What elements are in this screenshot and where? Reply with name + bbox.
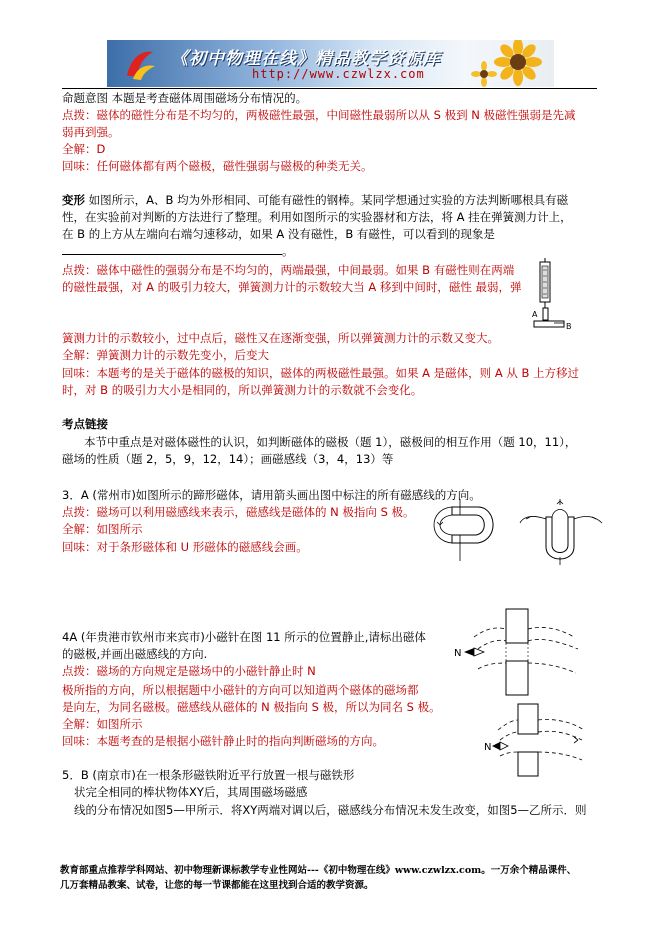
compass-magnet-figure-1 [448,607,588,697]
fig-label-a: A [532,310,538,319]
q5-line-2: 状完全相同的棒状物体XY后，其周围磁场磁感 [74,785,308,799]
variant-line-3: 在 B 的上方从左端向右端匀速移动，如果 A 没有磁性，B 有磁性，可以看到的现象是 [62,227,495,241]
q4-review: 回味：本题考查的是根据小磁针静止时的指向判断磁场的方向。 [62,734,384,748]
site-logo-icon [123,46,157,82]
site-title: 《初中物理在线》精品教学资源库 [171,49,441,69]
spring-balance-figure [528,258,580,334]
site-url[interactable]: http://www.czwlzx.com [252,67,425,81]
q4-hint-2: 极所指的方向，所以根据题中小磁针的方向可以知道两个磁体的磁场都 [62,683,419,697]
variant-hint-3: 簧测力计的示数较小，过中点后，磁性又在逐渐变强，所以弹簧测力计的示数又变大。 [62,331,499,345]
intent-line: 命题意图 本题是考查磁体周围磁场分布情况的。 [62,91,308,105]
variant-line-1: 变形 如图所示，A、B 均为外形相同、可能有磁性的钢棒。某同学想通过实验的方法判断哪根具有磁 [62,193,569,207]
fig-label-b: B [566,322,572,331]
variant-hint-1: 点拨：磁体中磁性的强弱分布是不均匀的，两端最强，中间最弱。如果 B 有磁性则在两端 [62,263,515,277]
hint-line-2: 弱再到强。 [62,125,120,139]
hint-line-1: 点拨：磁体的磁性分布是不均匀的，两极磁性最强，中间磁性最弱所以从 S 极到 N 极磁性强弱是先减 [62,108,576,122]
variant-review-2: 时，对 B 的吸引力大小是相同的，所以弹簧测力计的示数就不会变化。 [62,383,423,397]
variant-label: 变形 [62,193,85,207]
q3-hint: 点拨：磁场可以利用磁感线来表示，磁感线是磁体的 N 极指向 S 极。 [62,505,415,519]
q3-line: 3．A (常州市)如图所示的蹄形磁体，请用箭头画出图中标注的所有磁感线的方向。 [62,488,481,502]
header-rule [62,88,597,89]
horseshoe-magnet-figure-2 [518,497,604,567]
variant-line-2: 性，在实验前对判断的方法进行了整理。利用如图所示的实验器材和方法，将 A 挂在弹簧测力计上， [62,210,572,224]
q3-review: 回味：对于条形磁体和 U 形磁体的磁感线会画。 [62,540,308,554]
q5-line-1: 5．B (南京市)在一根条形磁铁附近平行放置一根与磁铁形 [62,768,355,782]
footer-line-2: 几万套精品教案、试卷，让您的每一节课都能在这里找到合适的教学资源。 [60,880,374,891]
q4-answer: 全解：如图所示 [62,717,143,731]
variant-blank-line: 。 [62,243,592,260]
section-title: 考点链接 [62,417,108,431]
header-banner [107,40,554,87]
review-line: 回味：任何磁体都有两个磁极，磁性强弱与磁极的种类无关。 [62,159,373,173]
footer-line-1: 教育部重点推荐学科网站、初中物理新课标教学专业性网站---《初中物理在线》www.czwlzx.com。一万余个精品课件、 [60,865,577,876]
variant-review-1: 回味：本题考的是关于磁体的磁极的知识，磁体的两极磁性最强。如果 A 是磁体，则 A 从 B 上方移过 [62,366,580,380]
q4-hint-3: 是向左，为同名磁极。磁感线从磁体的 N 极指向 S 极，所以为同名 S 极。 [62,700,441,714]
q5-line-3: 线的分布情况如图5—甲所示．将XY两端对调以后，磁感线分布情况未发生改变，如图5—乙所示．则 [74,803,587,817]
q4-hint-1: 点拨：磁场的方向规定是磁场中的小磁针静止时 N [62,664,316,678]
section-line-2: 磁场的性质（题 2，5，9，12，14）；画磁感线（3，4，13）等 [62,452,394,466]
needle-label-n2: N [484,742,492,753]
sunflower-icon [470,40,550,87]
q4-line-2: 的磁极,并画出磁感线的方向. [62,647,208,661]
needle-label-n1: N [454,648,462,659]
q4-line-1: 4A (年贵港市钦州市来宾市)小磁针在图 11 所示的位置静止,请标出磁体 [62,630,426,644]
q3-answer: 全解：如图所示 [62,522,143,536]
horseshoe-magnet-figure-1 [430,497,516,563]
variant-hint-2: 的磁性最强，对 A 的吸引力较大，弹簧测力计的示数较大当 A 移到中间时，磁性 最弱，弹 [62,280,522,294]
section-line-1: 本节中重点是对磁体磁性的认识，如判断磁体的磁极（题 1），磁极间的相互作用（题 10，11）， [84,435,577,449]
answer-blank [62,244,282,255]
answer-line: 全解：D [62,142,106,156]
variant-answer: 全解：弹簧测力计的示数先变小，后变大 [62,348,269,362]
